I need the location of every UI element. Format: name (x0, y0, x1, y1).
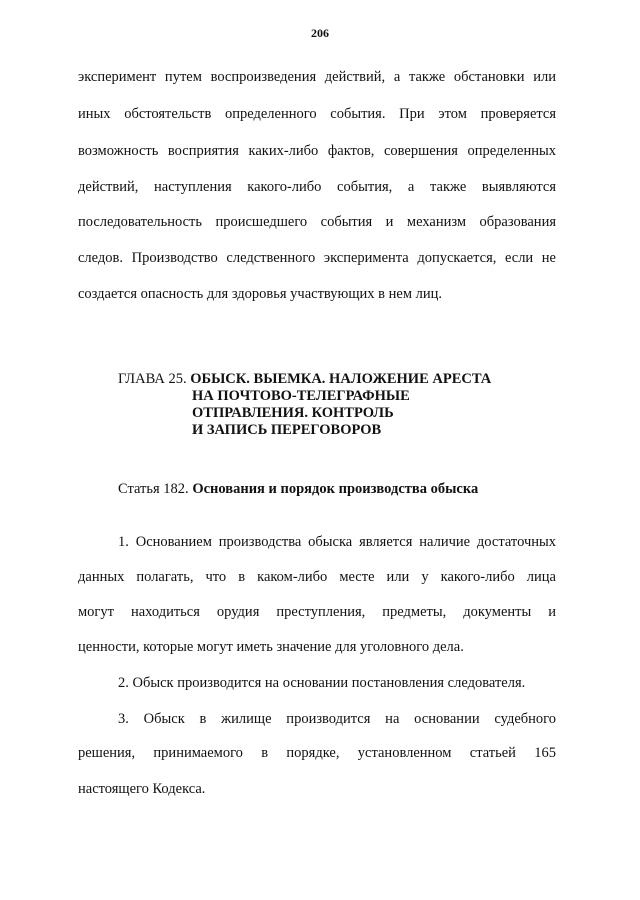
text-line: ценности, которые могут иметь значение для уголовного дела. (78, 639, 464, 655)
text-line: иных обстоятельств определенного события. При этом проверяется (78, 106, 556, 122)
article-prefix: Статья 182. (118, 481, 189, 497)
chapter-title-line: НА ПОЧТОВО-ТЕЛЕГРАФНЫЕ (192, 388, 410, 404)
text-line: последовательность происшедшего события и механизм образования (78, 214, 556, 230)
chapter-title-line: ОТПРАВЛЕНИЯ. КОНТРОЛЬ (192, 405, 394, 421)
text-line: создается опасность для здоровья участвующих в нем лиц. (78, 286, 442, 302)
text-line: действий, наступления какого-либо события, а также выявляются (78, 179, 556, 195)
text-line: следов. Производство следственного эксперимента допускается, если не (78, 250, 556, 266)
page-number: 206 (311, 26, 329, 40)
chapter-prefix: ГЛАВА 25. (118, 371, 187, 387)
article-title: Основания и порядок производства обыска (192, 481, 479, 497)
text-line: 1. Основанием производства обыска является наличие достаточных (118, 534, 556, 550)
text-line: возможность восприятия каких-либо фактов, совершения определенных (78, 143, 556, 159)
text-line: эксперимент путем воспроизведения действий, а также обстановки или (78, 69, 556, 85)
text-line: настоящего Кодекса. (78, 781, 206, 797)
paragraph-2: 2. Обыск производится на основании постановления следователя. (118, 675, 526, 691)
chapter-title-line (118, 371, 491, 388)
text-line: данных полагать, что в каком-либо месте или у какого-либо лица (78, 569, 556, 585)
chapter-title-line: И ЗАПИСЬ ПЕРЕГОВОРОВ (192, 422, 382, 438)
chapter-title: ОБЫСК. ВЫЕМКА. НАЛОЖЕНИЕ АРЕСТА (190, 371, 492, 387)
text-line: решения, принимаемого в порядке, установленном статьей 165 (78, 745, 556, 761)
text-line: могут находиться орудия преступления, предметы, документы и (78, 604, 556, 620)
text-line: 3. Обыск в жилище производится на основании судебного (118, 711, 556, 727)
article-heading (118, 480, 478, 498)
